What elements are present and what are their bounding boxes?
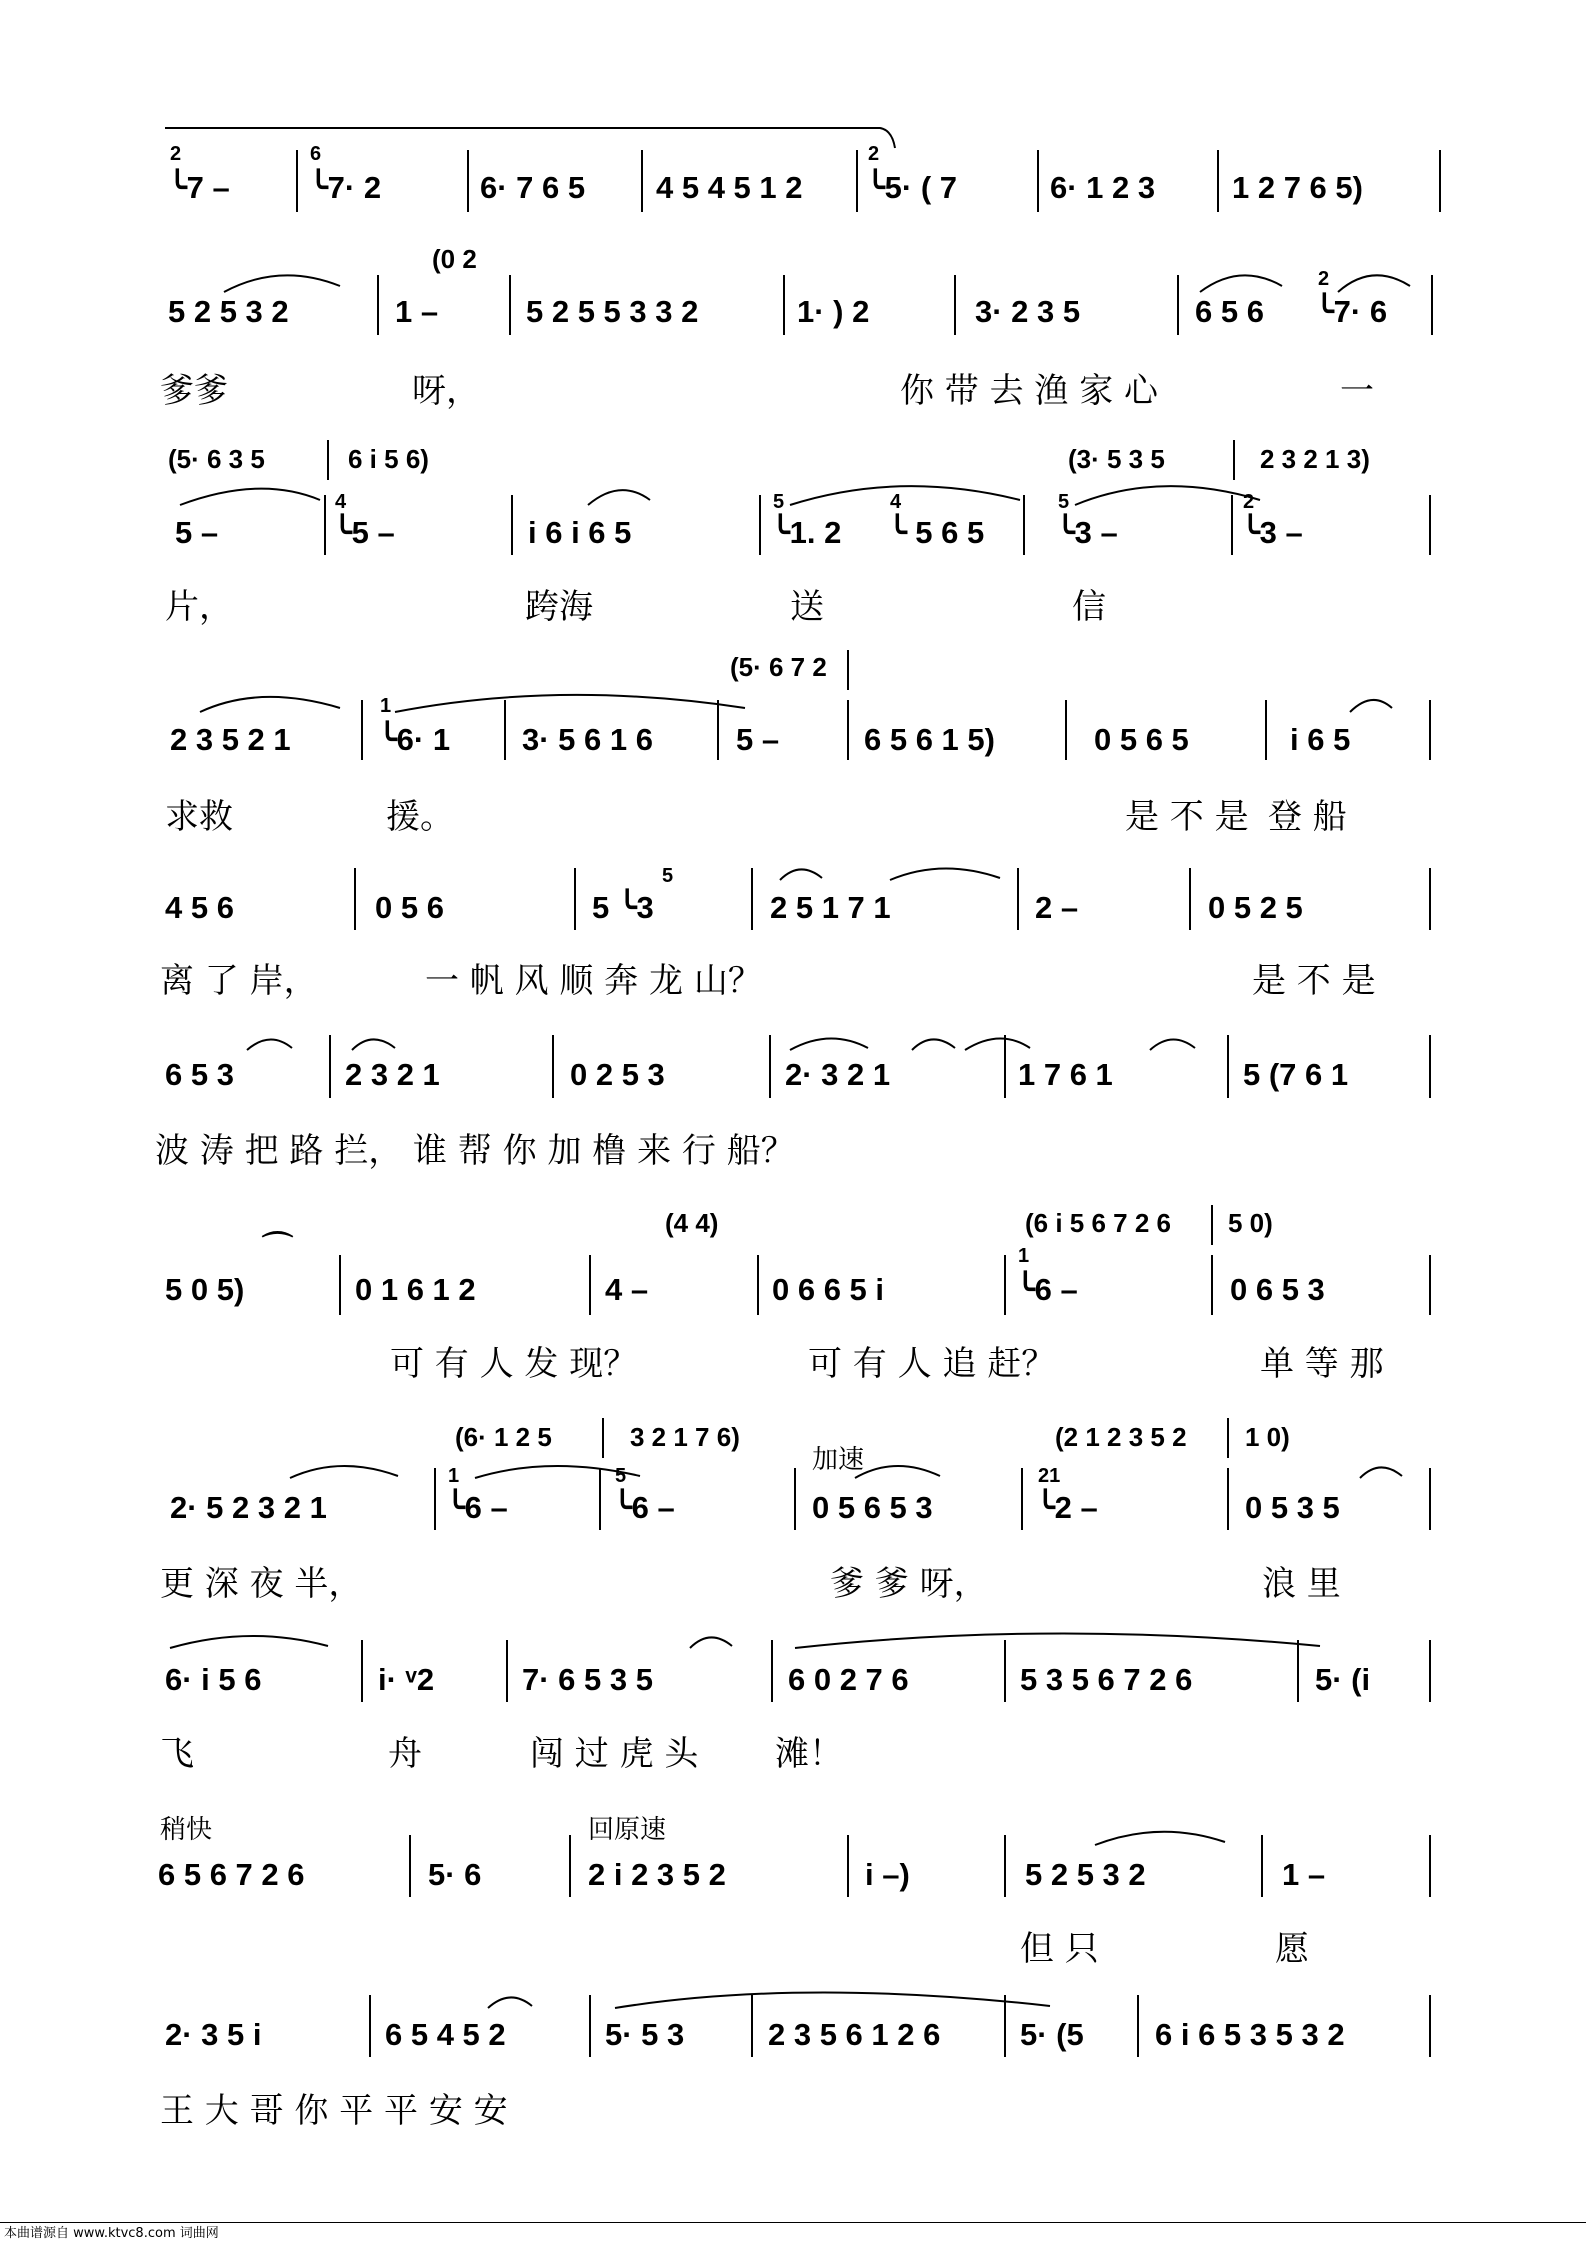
svg-text:6· i 5 6: 6· i 5 6 xyxy=(165,1662,262,1697)
svg-text:╰5 –: ╰5 – xyxy=(333,515,395,550)
staff-line-4 xyxy=(165,650,1430,837)
svg-text:╰6 –: ╰6 – xyxy=(1016,1272,1078,1307)
svg-text:6 5 4 5 2: 6 5 4 5 2 xyxy=(385,2017,506,2052)
svg-text:╰1. 2: ╰1. 2 xyxy=(771,515,842,550)
staff-line-2 xyxy=(160,244,1432,411)
svg-text:6 0 2 7 6: 6 0 2 7 6 xyxy=(788,1662,909,1697)
svg-text:(0 2: (0 2 xyxy=(432,244,477,274)
svg-text:但 只: 但 只 xyxy=(1020,1929,1099,1969)
svg-text:╰6 –: ╰6 – xyxy=(446,1490,508,1525)
svg-text:3· 2 3 5: 3· 2 3 5 xyxy=(975,294,1081,329)
svg-text:1 2 7 6 5): 1 2 7 6 5) xyxy=(1232,170,1363,205)
svg-text:可 有 人 发 现？: 可 有 人 发 现？ xyxy=(390,1344,638,1384)
svg-text:2: 2 xyxy=(1318,268,1330,290)
svg-text:2 3 2 1 3): 2 3 2 1 3) xyxy=(1260,444,1370,474)
svg-text:一 帆 风 顺 奔 龙 山？: 一 帆 风 顺 奔 龙 山？ xyxy=(425,961,762,1001)
footer-text: 本曲谱源自 www.ktvc8.com 词曲网 xyxy=(4,2226,219,2241)
svg-text:呀，: 呀， xyxy=(412,371,480,411)
svg-text:4 –: 4 – xyxy=(605,1272,649,1307)
svg-text:一: 一 xyxy=(1340,371,1374,411)
svg-text:加速: 加速 xyxy=(812,1445,865,1475)
svg-text:4 5 6: 4 5 6 xyxy=(165,890,234,925)
svg-text:离 了 岸，: 离 了 岸， xyxy=(160,961,318,1001)
svg-text:片，: 片， xyxy=(165,587,233,627)
svg-text:5· 6: 5· 6 xyxy=(428,1857,482,1892)
svg-text:2 i 2 3 5 2: 2 i 2 3 5 2 xyxy=(588,1857,726,1892)
svg-text:浪 里: 浪 里 xyxy=(1262,1564,1341,1604)
staff-line-3 xyxy=(165,440,1430,627)
svg-text:╰5· ( 7: ╰5· ( 7 xyxy=(866,170,958,205)
svg-text:稍快: 稍快 xyxy=(160,1815,213,1845)
svg-text:2: 2 xyxy=(1243,491,1255,513)
svg-text:2 3 5 2 1: 2 3 5 2 1 xyxy=(170,722,291,757)
svg-text:王 大 哥 你 平 平 安 安: 王 大 哥 你 平 平 安 安 xyxy=(160,2091,508,2131)
svg-text:⌒: ⌒ xyxy=(262,1230,293,1265)
svg-text:2 5 1 7 1: 2 5 1 7 1 xyxy=(770,890,891,925)
svg-text:6· 1 2 3: 6· 1 2 3 xyxy=(1050,170,1156,205)
svg-text:1 7 6 1: 1 7 6 1 xyxy=(1018,1057,1113,1092)
svg-text:4: 4 xyxy=(890,491,902,513)
svg-text:5 –: 5 – xyxy=(736,722,780,757)
svg-text:0 6 6 5 i: 0 6 6 5 i xyxy=(772,1272,885,1307)
svg-text:0 2 5 3: 0 2 5 3 xyxy=(570,1057,665,1092)
svg-text:╰7 –: ╰7 – xyxy=(168,170,230,205)
staff-line-7 xyxy=(165,1205,1430,1384)
staff-line-6 xyxy=(155,1035,1430,1171)
svg-text:4: 4 xyxy=(335,491,347,513)
staff-line-5 xyxy=(160,865,1430,1001)
svg-text:╰2 –: ╰2 – xyxy=(1036,1490,1098,1525)
svg-text:2: 2 xyxy=(170,143,182,165)
svg-text:(5· 6 7 2: (5· 6 7 2 xyxy=(730,652,827,682)
svg-text:可 有 人 追 赶？: 可 有 人 追 赶？ xyxy=(808,1344,1056,1384)
svg-text:2· 3 5 i: 2· 3 5 i xyxy=(165,2017,262,2052)
svg-text:6 5 3: 6 5 3 xyxy=(165,1057,234,1092)
svg-text:6 5 6: 6 5 6 xyxy=(1195,294,1264,329)
svg-text:送: 送 xyxy=(790,587,824,627)
svg-text:6 5 6 1 5): 6 5 6 1 5) xyxy=(864,722,995,757)
svg-text:(2 1 2 3 5 2: (2 1 2 3 5 2 xyxy=(1055,1422,1187,1452)
svg-text:5 3 5 6 7 2 6: 5 3 5 6 7 2 6 xyxy=(1020,1662,1193,1697)
svg-text:(3· 5 3 5: (3· 5 3 5 xyxy=(1068,444,1165,474)
svg-text:5 –: 5 – xyxy=(175,515,219,550)
svg-text:5· (i: 5· (i xyxy=(1315,1662,1371,1697)
staff-line-11 xyxy=(160,1992,1430,2131)
svg-text:1· ) 2: 1· ) 2 xyxy=(797,294,870,329)
svg-text:5· (5: 5· (5 xyxy=(1020,2017,1084,2052)
svg-text:舟: 舟 xyxy=(388,1734,422,1774)
svg-text:i 6 5: i 6 5 xyxy=(1290,722,1351,757)
svg-text:5: 5 xyxy=(773,491,785,513)
staff-line-9 xyxy=(160,1633,1430,1774)
svg-text:╰7· 2: ╰7· 2 xyxy=(309,170,382,205)
svg-text:2: 2 xyxy=(868,143,880,165)
svg-text:0 5 2 5: 0 5 2 5 xyxy=(1208,890,1303,925)
staff-line-1 xyxy=(168,143,1440,212)
svg-text:╰3 –: ╰3 – xyxy=(1056,515,1118,550)
svg-text:2 3 2 1: 2 3 2 1 xyxy=(345,1057,440,1092)
staff-line-10 xyxy=(158,1815,1430,1969)
svg-text:闯 过 虎 头: 闯 过 虎 头 xyxy=(530,1734,699,1774)
svg-text:0 6 5 3: 0 6 5 3 xyxy=(1230,1272,1325,1307)
svg-text:(6· 1 2 5: (6· 1 2 5 xyxy=(455,1422,552,1452)
svg-text:跨海: 跨海 xyxy=(525,587,593,627)
svg-text:0 5 6 5: 0 5 6 5 xyxy=(1094,722,1189,757)
svg-text:6: 6 xyxy=(310,143,322,165)
svg-text:6· 7 6 5: 6· 7 6 5 xyxy=(480,170,586,205)
svg-text:╰6 –: ╰6 – xyxy=(613,1490,675,1525)
svg-text:6 i 6 5 3 5 3 2: 6 i 6 5 3 5 3 2 xyxy=(1155,2017,1345,2052)
staff-line-8 xyxy=(160,1418,1430,1604)
svg-text:1: 1 xyxy=(1018,1245,1030,1267)
svg-text:愿: 愿 xyxy=(1275,1929,1309,1969)
svg-text:更 深 夜 半，: 更 深 夜 半， xyxy=(160,1564,363,1604)
svg-text:5 0): 5 0) xyxy=(1228,1208,1273,1238)
svg-text:5 2 5 3 2: 5 2 5 3 2 xyxy=(1025,1857,1146,1892)
svg-text:1 0): 1 0) xyxy=(1245,1422,1290,1452)
svg-text:i –): i –) xyxy=(865,1857,910,1892)
svg-text:5 2 5 3 2: 5 2 5 3 2 xyxy=(168,294,289,329)
svg-text:5 2 5 5 3 3 2: 5 2 5 5 3 3 2 xyxy=(526,294,699,329)
svg-text:6 i 5 6): 6 i 5 6) xyxy=(348,444,429,474)
svg-text:(6 i 5 6 7 2 6: (6 i 5 6 7 2 6 xyxy=(1025,1208,1171,1238)
svg-text:1: 1 xyxy=(380,695,392,717)
svg-text:0 5 6 5 3: 0 5 6 5 3 xyxy=(812,1490,933,1525)
svg-text:滩！: 滩！ xyxy=(775,1734,843,1774)
svg-text:5: 5 xyxy=(662,865,674,887)
svg-text:波 涛 把 路 拦， 谁 帮 你 加 橹: 波 涛 把 路 拦， 谁 帮 你 加 橹 来 行 船？ xyxy=(155,1131,795,1171)
footer-credit xyxy=(0,2222,1586,2244)
svg-text:5 (7 6 1: 5 (7 6 1 xyxy=(1243,1057,1349,1092)
svg-text:(5· 6 3 5: (5· 6 3 5 xyxy=(168,444,265,474)
svg-text:爹爹: 爹爹 xyxy=(160,371,228,411)
svg-text:5: 5 xyxy=(615,1465,627,1487)
svg-text:i 6 i 6 5: i 6 i 6 5 xyxy=(528,515,632,550)
svg-text:4 5 4 5 1 2: 4 5 4 5 1 2 xyxy=(656,170,803,205)
svg-text:求救: 求救 xyxy=(165,797,233,837)
svg-text:╰ 5 6 5: ╰ 5 6 5 xyxy=(888,515,985,550)
svg-text:0 1 6 1 2: 0 1 6 1 2 xyxy=(355,1272,476,1307)
svg-text:回原速: 回原速 xyxy=(588,1815,667,1845)
svg-text:信: 信 xyxy=(1072,587,1106,627)
svg-text:21: 21 xyxy=(1038,1465,1061,1487)
svg-text:1: 1 xyxy=(448,1465,460,1487)
svg-text:爹 爹 呀，: 爹 爹 呀， xyxy=(830,1564,988,1604)
svg-text:2 3 5 6 1 2 6: 2 3 5 6 1 2 6 xyxy=(768,2017,941,2052)
svg-text:3 2 1 7 6): 3 2 1 7 6) xyxy=(630,1422,740,1452)
svg-text:6 5 6 7 2 6: 6 5 6 7 2 6 xyxy=(158,1857,305,1892)
svg-text:5 0 5): 5 0 5) xyxy=(165,1272,245,1307)
svg-text:2 –: 2 – xyxy=(1035,890,1079,925)
svg-text:5· 5 3: 5· 5 3 xyxy=(605,2017,685,2052)
svg-text:是 不 是: 是 不 是 xyxy=(1125,797,1249,837)
svg-text:7· 6 5 3 5: 7· 6 5 3 5 xyxy=(522,1662,653,1697)
svg-text:╰3 –: ╰3 – xyxy=(1241,515,1303,550)
svg-text:5: 5 xyxy=(1058,491,1070,513)
svg-text:i· ᵛ2: i· ᵛ2 xyxy=(378,1662,435,1697)
svg-text:你 带 去 渔 家 心: 你 带 去 渔 家 心 xyxy=(900,371,1159,411)
svg-text:5 ╰3: 5 ╰3 xyxy=(592,890,654,925)
svg-text:登 船: 登 船 xyxy=(1268,797,1347,837)
svg-text:0 5 3 5: 0 5 3 5 xyxy=(1245,1490,1340,1525)
svg-text:(4 4): (4 4) xyxy=(665,1208,719,1238)
svg-text:1 –: 1 – xyxy=(1282,1857,1326,1892)
svg-text:单 等 那: 单 等 那 xyxy=(1260,1344,1384,1384)
svg-text:2· 3 2 1: 2· 3 2 1 xyxy=(785,1057,891,1092)
svg-text:3· 5 6 1 6: 3· 5 6 1 6 xyxy=(522,722,653,757)
svg-text:2· 5 2 3 2 1: 2· 5 2 3 2 1 xyxy=(170,1490,327,1525)
svg-text:0 5 6: 0 5 6 xyxy=(375,890,444,925)
svg-text:╰6· 1: ╰6· 1 xyxy=(378,722,451,757)
svg-text:是 不 是: 是 不 是 xyxy=(1252,961,1376,1001)
svg-text:╰7· 6: ╰7· 6 xyxy=(1315,294,1388,329)
svg-text:援。: 援。 xyxy=(386,797,454,837)
svg-text:飞: 飞 xyxy=(160,1734,194,1774)
svg-text:1 –: 1 – xyxy=(395,294,439,329)
